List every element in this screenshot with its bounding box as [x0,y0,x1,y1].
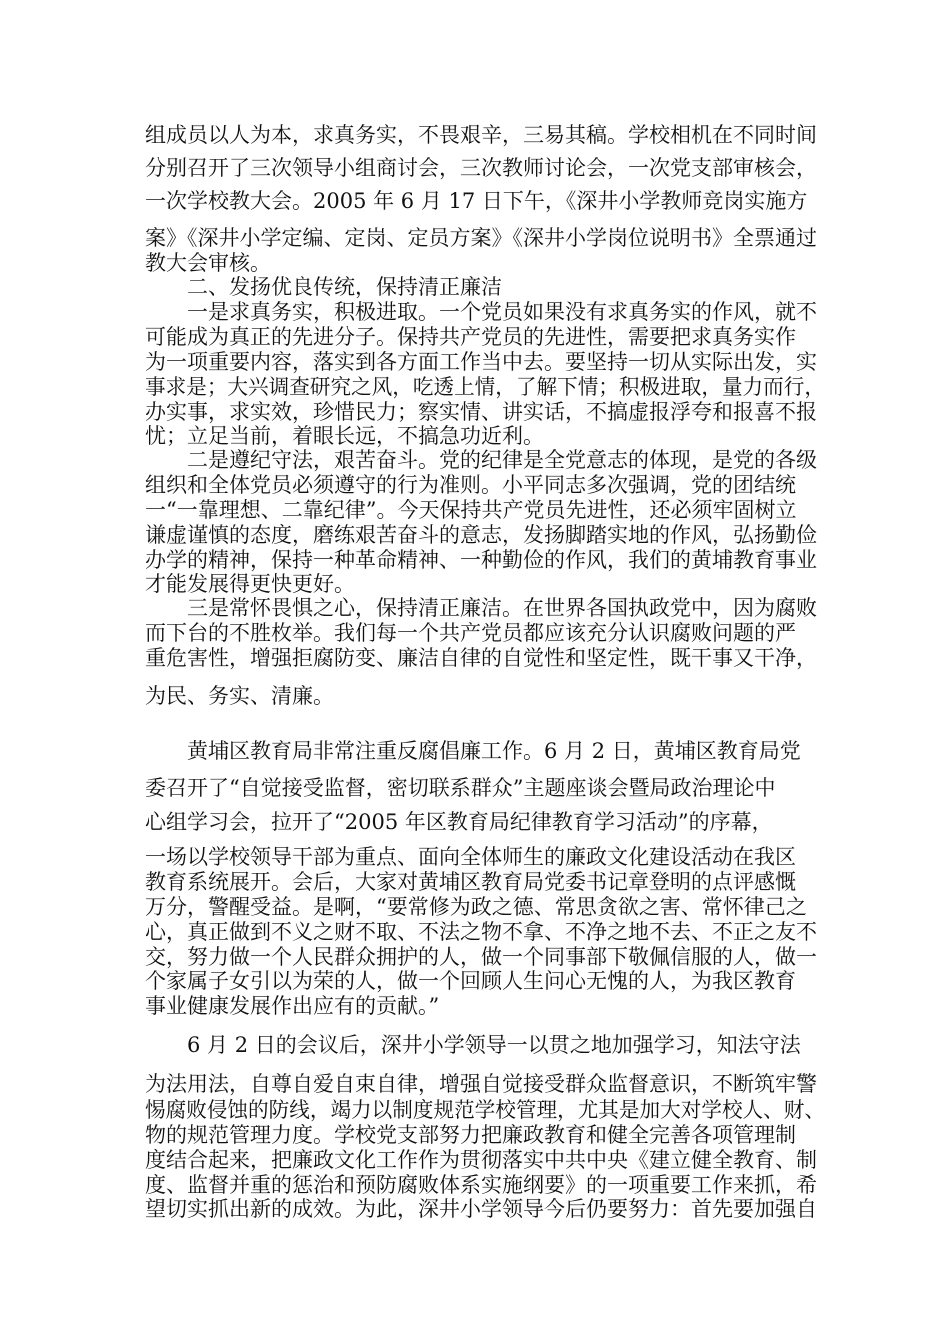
text-line: 心组学习会，拉开了“2005 年区教育局纪律教育学习活动”的序幕， [145,810,773,834]
text-line: 才能发展得更快更好。 [145,572,355,596]
text-line: 事业健康发展作出应有的贡献。” [145,994,440,1018]
text-line: 6 月 2 日的会议后，深井小学领导一以贯之地加强学习，知法守法 [187,1033,801,1057]
text-line: 度结合起来，把廉政文化工作作为贯彻落实中共中央《建立健全教育、制 [145,1148,817,1172]
text-line: 心，真正做到不义之财不取、不法之物不拿、不净之地不去、不正之友不 [145,920,817,944]
text-line: 教育系统展开。会后，大家对黄埔区教育局党委书记章登明的点评感慨 [145,870,796,894]
text-line: 而下台的不胜枚举。我们每一个共产党员都应该充分认识腐败问题的严 [145,621,796,645]
text-line: 办学的精神，保持一种革命精神、一种勤俭的作风，我们的黄埔教育事业 [145,548,817,572]
text-line: 组织和全体党员必须遵守的行为准则。小平同志多次强调，党的团结统 [145,473,796,497]
text-line: 一场以学校领导干部为重点、面向全体师生的廉政文化建设活动在我区 [145,845,796,869]
text-line: 委召开了“自觉接受监督，密切联系群众”主题座谈会暨局政治理论中 [145,776,776,800]
text-line: 案》《深井小学定编、定岗、定员方案》《深井小学岗位说明书》全票通过 [145,226,817,250]
text-line: 物的规范管理力度。学校党支部努力把廉政教育和健全完善各项管理制 [145,1123,796,1147]
text-line: 惕腐败侵蚀的防线，竭力以制度规范学校管理，尤其是加大对学校人、财、 [145,1098,825,1122]
text-line: 黄埔区教育局非常注重反腐倡廉工作。6 月 2 日，黄埔区教育局党 [187,739,801,763]
text-line: 重危害性，增强拒腐防变、廉洁自律的自觉性和坚定性，既干事又干净， [145,646,817,670]
text-line: 二是遵纪守法，艰苦奋斗。党的纪律是全党意志的体现，是党的各级 [187,448,817,472]
text-line: 事求是；大兴调查研究之风，吃透上情，了解下情；积极进取，量力而行， [145,375,825,399]
text-line: 教大会审核。 [145,251,271,275]
text-line: 谦虚谨慎的态度，磨练艰苦奋斗的意志，发扬脚踏实地的作风，弘扬勤俭 [145,523,817,547]
section-heading: 二、发扬优良传统，保持清正廉洁 [187,275,502,299]
text-line: 万分，警醒受益。是啊，“要常修为政之德、常思贪欲之害、常怀律己之 [145,895,807,919]
text-line: 分别召开了三次领导小组商讨会，三次教师讨论会，一次党支部审核会， [145,156,817,180]
text-line: 一是求真务实，积极进取。一个党员如果没有求真务实的作风，就不 [187,300,817,324]
text-line: 一次学校教大会。2005 年 6 月 17 日下午，《深井小学教师竞岗实施方 [145,189,808,213]
text-line: 为法用法，自尊自爱自束自律，增强自觉接受群众监督意识，不断筑牢警 [145,1072,817,1096]
text-line: 可能成为真正的先进分子。保持共产党员的先进性，需要把求真务实作 [145,325,796,349]
text-line: 为民、务实、清廉。 [145,684,334,708]
text-line: 三是常怀畏惧之心，保持清正廉洁。在世界各国执政党中，因为腐败 [187,596,817,620]
text-line: 组成员以人为本，求真务实，不畏艰辛，三易其稿。学校相机在不同时间 [145,123,817,147]
text-line: 个家属子女引以为荣的人，做一个回顾人生问心无愧的人，为我区教育 [145,969,796,993]
text-line: 办实事，求实效，珍惜民力；察实情、讲实话，不搞虚报浮夸和报喜不报 [145,400,817,424]
text-line: 一“一靠理想、二靠纪律”。今天保持共产党员先进性，还必须牢固树立 [145,498,797,522]
text-line: 忧；立足当前，着眼长远，不搞急功近利。 [145,424,544,448]
text-line: 度、监督并重的惩治和预防腐败体系实施纲要》的一项重要工作来抓，希 [145,1173,817,1197]
text-line: 望切实抓出新的成效。为此，深井小学领导今后仍要努力：首先要加强自 [145,1197,817,1221]
text-line: 为一项重要内容，落实到各方面工作当中去。要坚持一切从实际出发，实 [145,350,817,374]
text-line: 交，努力做一个人民群众拥护的人，做一个同事部下敬佩信服的人，做一 [145,945,817,969]
